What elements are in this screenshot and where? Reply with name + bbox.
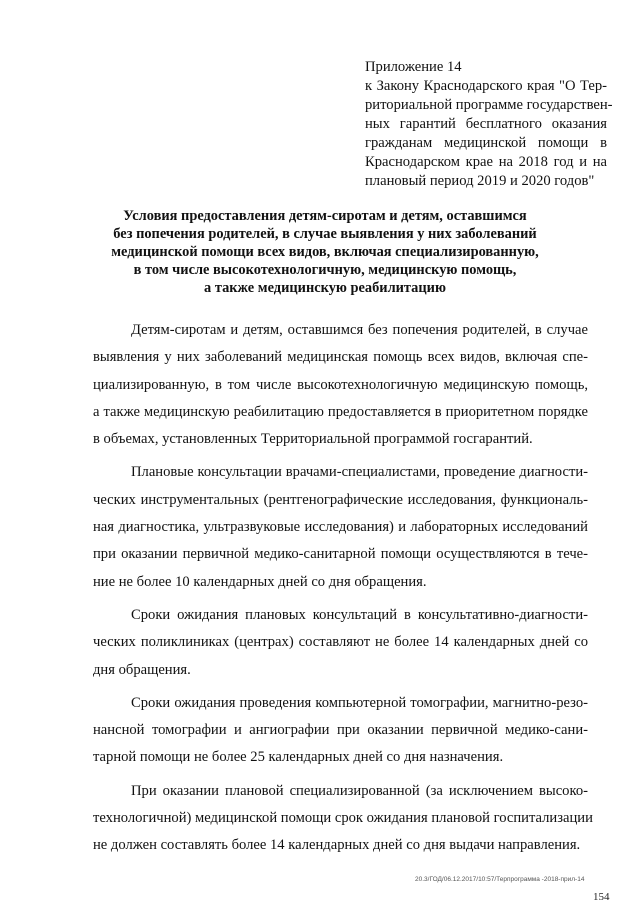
paragraph-line: циализированную, в том числе высокотехнологичную медицинскую помощь, xyxy=(93,376,588,393)
paragraph-line: ческих инструментальных (рентгенографические исследования, функциональ- xyxy=(93,491,588,508)
title-line: без попечения родителей, в случае выявления у них заболеваний xyxy=(113,226,537,242)
paragraph-line: нансной томографии и ангиографии при оказании первичной медико-сани- xyxy=(93,722,588,739)
paragraph-line: Сроки ожидания проведения компьютерной томографии, магнитно-резо- xyxy=(131,694,588,711)
paragraph xyxy=(93,602,588,684)
paragraph-line: При оказании плановой специализированной (за исключением высоко- xyxy=(131,782,588,799)
paragraph-line: Плановые консультации врачами-специалистами, проведение диагности- xyxy=(131,464,588,481)
annex-line: гражданам медицинской помощи в xyxy=(365,135,607,151)
annex-line: к Закону Краснодарского края "О Тер- xyxy=(365,78,607,94)
paragraph xyxy=(93,317,588,453)
title-line: Условия предоставления детям-сиротам и детям, оставшимся xyxy=(123,208,527,224)
paragraph-line: при оказании первичной медико-санитарной помощи осуществляются в тече- xyxy=(93,546,588,563)
title-line: медицинской помощи всех видов, включая специализированную, xyxy=(111,244,539,260)
paragraph-line: выявления у них заболеваний медицинская помощь всех видов, включая спе- xyxy=(93,349,588,366)
paragraph-line: ная диагностика, ультразвуковые исследования) и лабораторных исследований xyxy=(93,519,588,536)
paragraph-line: не должен составлять более 14 календарных дней со дня выдачи направления. xyxy=(93,837,581,854)
document-body xyxy=(93,317,593,860)
paragraph xyxy=(93,690,588,772)
footer-stamp: 20.3/ГОД/06.12.2017/10:57/Терпрограмма -2018-прил-14 xyxy=(415,876,585,883)
paragraph-line: тарной помощи не более 25 календарных дней со дня назначения. xyxy=(93,749,504,766)
annex-line: риториальной программе государствен- xyxy=(365,97,613,113)
annex-line: Приложение 14 xyxy=(365,59,462,75)
annex-line: плановый период 2019 и 2020 годов" xyxy=(365,173,595,189)
paragraph-line: в объемах, установленных Территориальной программой госгарантий. xyxy=(93,431,533,448)
annex-line: Краснодарском крае на 2018 год и на xyxy=(365,154,607,170)
paragraph-line: технологичной) медицинской помощи срок ожидания плановой госпитализации xyxy=(93,810,593,827)
paragraph-line: Детям-сиротам и детям, оставшимся без попечения родителей, в случае xyxy=(131,322,588,338)
title-line: а также медицинскую реабилитацию xyxy=(204,280,446,296)
paragraph-line: ческих поликлиниках (центрах) составляют не более 14 календарных дней со xyxy=(93,634,588,651)
paragraph xyxy=(93,778,593,860)
paragraph xyxy=(93,459,588,595)
annex-line: ных гарантий бесплатного оказания xyxy=(365,116,607,132)
annex-header xyxy=(365,58,613,191)
title-line: в том числе высокотехнологичную, медицинскую помощь, xyxy=(133,262,517,278)
paragraph-line: ние не более 10 календарных дней со дня обращения. xyxy=(93,573,427,590)
paragraph-line: Сроки ожидания плановых консультаций в консультативно-диагности- xyxy=(131,606,588,623)
page-number: 154 xyxy=(593,891,610,903)
document-title xyxy=(100,207,550,297)
paragraph-line: дня обращения. xyxy=(93,661,191,678)
paragraph-line: а также медицинскую реабилитацию предоставляется в приоритетном порядке xyxy=(93,403,588,420)
